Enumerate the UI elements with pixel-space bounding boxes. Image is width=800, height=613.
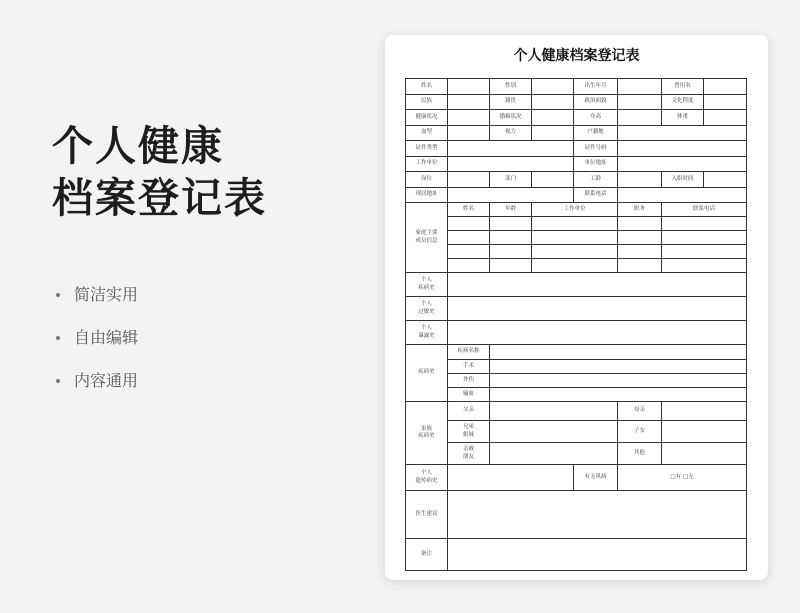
- value-cell[interactable]: [618, 187, 747, 203]
- table-row: [406, 259, 747, 273]
- label-cell: 姓名: [406, 79, 448, 95]
- table-row: [406, 217, 747, 231]
- value-cell[interactable]: [448, 110, 490, 126]
- table-row: [406, 273, 747, 297]
- value-cell[interactable]: [490, 259, 532, 273]
- value-cell[interactable]: [448, 79, 490, 95]
- label-cell: 性别: [490, 79, 532, 95]
- column-header: 职务: [618, 203, 662, 217]
- value-cell[interactable]: [448, 465, 574, 491]
- value-cell[interactable]: [618, 156, 747, 172]
- value-cell[interactable]: [490, 345, 747, 360]
- value-cell[interactable]: [662, 443, 747, 465]
- label-cell: 单位地址: [574, 156, 618, 172]
- value-cell[interactable]: [704, 94, 747, 110]
- value-cell[interactable]: [532, 110, 574, 126]
- allergy-history-label: 个人 过敏史: [406, 297, 448, 321]
- label-cell: 视力: [490, 125, 532, 141]
- genetic-history-label: 个人 遗传病史: [406, 465, 448, 491]
- label-cell: 手术: [448, 360, 490, 374]
- value-cell[interactable]: [618, 217, 662, 231]
- table-row: [406, 388, 747, 402]
- table-row: [406, 539, 747, 571]
- value-cell[interactable]: [618, 259, 662, 273]
- value-cell[interactable]: [704, 172, 747, 188]
- label-cell: 现居地址: [406, 187, 448, 203]
- table-row: [406, 141, 747, 157]
- label-cell: 健康状况: [406, 110, 448, 126]
- label-cell: 政治面貌: [574, 94, 618, 110]
- table-row: [406, 465, 747, 491]
- table-row: [406, 360, 747, 374]
- label-cell: 证件号码: [574, 141, 618, 157]
- value-cell[interactable]: [618, 172, 662, 188]
- value-cell[interactable]: [532, 245, 618, 259]
- disease-history-label: 疾病史: [406, 345, 448, 402]
- column-header: 姓名: [448, 203, 490, 217]
- label-cell: 婚姻状况: [490, 110, 532, 126]
- table-row: [406, 125, 747, 141]
- value-cell[interactable]: [448, 273, 747, 297]
- yes-no-checkbox[interactable]: □有 □无: [618, 465, 747, 491]
- feature-item: 内容通用: [56, 369, 138, 393]
- promo-title: [52, 120, 267, 224]
- value-cell[interactable]: [532, 217, 618, 231]
- table-row: [406, 443, 747, 465]
- label-cell: 父亲: [448, 402, 490, 421]
- table-row: [406, 172, 747, 188]
- value-cell[interactable]: [618, 94, 662, 110]
- bullet-icon: [56, 336, 60, 340]
- value-cell[interactable]: [662, 421, 747, 443]
- value-cell[interactable]: [490, 443, 618, 465]
- label-cell: 其他: [618, 443, 662, 465]
- value-cell[interactable]: [618, 125, 747, 141]
- value-cell[interactable]: [618, 110, 662, 126]
- label-cell: 外伤: [448, 374, 490, 388]
- value-cell[interactable]: [490, 245, 532, 259]
- value-cell[interactable]: [448, 259, 490, 273]
- value-cell[interactable]: [448, 231, 490, 245]
- value-cell[interactable]: [448, 141, 574, 157]
- label-cell: 联系电话: [574, 187, 618, 203]
- feature-list: [56, 283, 138, 412]
- table-row: [406, 345, 747, 360]
- label-cell: 民族: [406, 94, 448, 110]
- table-row: [406, 491, 747, 539]
- value-cell[interactable]: [532, 231, 618, 245]
- value-cell[interactable]: [704, 79, 747, 95]
- table-row: [406, 321, 747, 345]
- table-row: [406, 297, 747, 321]
- value-cell[interactable]: [448, 491, 747, 539]
- label-cell: 兄弟 姐妹: [448, 421, 490, 443]
- table-row: [406, 421, 747, 443]
- value-cell[interactable]: [490, 231, 532, 245]
- doctor-advice-label: 医生建议: [406, 491, 448, 539]
- health-record-table: [405, 78, 747, 571]
- label-cell: 户籍地: [574, 125, 618, 141]
- value-cell[interactable]: [448, 217, 490, 231]
- feature-item: 简洁实用: [56, 283, 138, 307]
- bullet-icon: [56, 379, 60, 383]
- label-cell: 工龄: [574, 172, 618, 188]
- label-cell: 文化程度: [662, 94, 704, 110]
- exposure-history-label: 个人 暴露史: [406, 321, 448, 345]
- value-cell[interactable]: [662, 402, 747, 421]
- value-cell[interactable]: [490, 374, 747, 388]
- value-cell[interactable]: [532, 79, 574, 95]
- value-cell[interactable]: [662, 231, 747, 245]
- value-cell[interactable]: [448, 539, 747, 571]
- label-cell: 输血: [448, 388, 490, 402]
- label-cell: 体重: [662, 110, 704, 126]
- value-cell[interactable]: [662, 217, 747, 231]
- table-row: [406, 110, 747, 126]
- table-row: [406, 245, 747, 259]
- value-cell[interactable]: [704, 110, 747, 126]
- value-cell[interactable]: [490, 421, 618, 443]
- label-cell: 血型: [406, 125, 448, 141]
- value-cell[interactable]: [448, 156, 574, 172]
- value-cell[interactable]: [532, 259, 618, 273]
- value-cell[interactable]: [618, 245, 662, 259]
- family-members-label: 家庭主要 成员信息: [406, 203, 448, 273]
- table-row: [406, 156, 747, 172]
- feature-item: 自由编辑: [56, 326, 138, 350]
- value-cell[interactable]: [662, 245, 747, 259]
- value-cell[interactable]: [618, 79, 662, 95]
- label-cell: 入职时间: [662, 172, 704, 188]
- table-row: [406, 79, 747, 95]
- table-row: [406, 402, 747, 421]
- label-cell: 出生年月: [574, 79, 618, 95]
- value-cell[interactable]: [662, 259, 747, 273]
- family-disease-label: 家族 疾病史: [406, 402, 448, 465]
- value-cell[interactable]: [532, 172, 574, 188]
- table-row: [406, 231, 747, 245]
- column-header: 年龄: [490, 203, 532, 217]
- value-cell[interactable]: [618, 231, 662, 245]
- value-cell[interactable]: [490, 388, 747, 402]
- promo-title-line2: 档案登记表: [52, 174, 267, 222]
- value-cell[interactable]: [532, 125, 574, 141]
- label-cell: 母亲: [618, 402, 662, 421]
- value-cell[interactable]: [448, 321, 747, 345]
- table-row: [406, 203, 747, 217]
- value-cell[interactable]: [448, 172, 490, 188]
- value-cell[interactable]: [490, 360, 747, 374]
- label-cell: 曾用名: [662, 79, 704, 95]
- label-cell: 疾病名称: [448, 345, 490, 360]
- label-cell: 证件类型: [406, 141, 448, 157]
- column-header: 联系电话: [662, 203, 747, 217]
- label-cell: 籍贯: [490, 94, 532, 110]
- form-preview-card[interactable]: [385, 35, 768, 580]
- remarks-label: 备注: [406, 539, 448, 571]
- value-cell[interactable]: [532, 94, 574, 110]
- label-cell: 部门: [490, 172, 532, 188]
- value-cell[interactable]: [448, 245, 490, 259]
- label-cell: 身高: [574, 110, 618, 126]
- value-cell[interactable]: [448, 94, 490, 110]
- table-row: [406, 187, 747, 203]
- table-row: [406, 374, 747, 388]
- personal-disease-label: 个人 疾病史: [406, 273, 448, 297]
- value-cell[interactable]: [448, 297, 747, 321]
- promo-title-line1: 个人健康: [52, 122, 224, 170]
- bullet-icon: [56, 293, 60, 297]
- value-cell[interactable]: [490, 217, 532, 231]
- label-cell: 亲戚 朋友: [448, 443, 490, 465]
- value-cell[interactable]: [618, 141, 747, 157]
- column-header: 工作单位: [532, 203, 618, 217]
- label-cell: 岗位: [406, 172, 448, 188]
- label-cell: 子女: [618, 421, 662, 443]
- table-row: [406, 94, 747, 110]
- value-cell[interactable]: [490, 402, 618, 421]
- label-cell: 工作单位: [406, 156, 448, 172]
- form-title: 个人健康档案登记表: [513, 48, 640, 64]
- value-cell[interactable]: [448, 125, 490, 141]
- label-cell: 有无风病: [574, 465, 618, 491]
- value-cell[interactable]: [448, 187, 574, 203]
